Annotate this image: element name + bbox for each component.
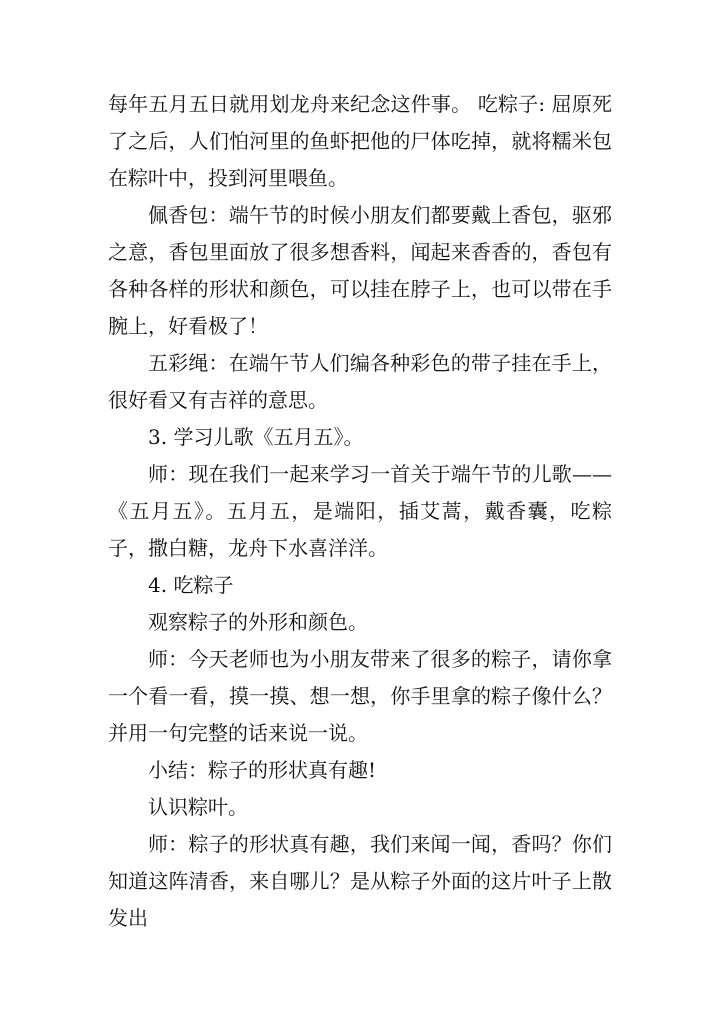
document-body [108,86,612,937]
paragraph-dragon-boat-zongzi: 每年五月五日就用划龙舟来纪念这件事。 吃粽子: 屈原死了之后，人们怕河里的鱼虾把他的尸体吃掉，就将糯米包在粽叶中，投到河里喂鱼。 [108,92,612,190]
paragraph-five-color-rope: 五彩绳：在端午节人们编各种彩色的带子挂在手上，很好看又有吉祥的意思。 [108,351,612,412]
paragraph-observe-zongzi: 观察粽子的外形和颜色。 [148,610,368,634]
paragraph-zongzi-leaf: 认识粽叶。 [148,795,248,819]
paragraph-teacher-zongzi: 师：今天老师也为小朋友带来了很多的粽子，请你拿一个看一看，摸一摸、想一想，你手里拿的粽子像什么？并用一句完整的话来说一说。 [108,647,612,745]
paragraph-section-3-heading: 3. 学习儿歌《五月五》。 [148,425,364,449]
paragraph-nursery-rhyme: 师：现在我们一起来学习一首关于端午节的儿歌——《五月五》。五月五，是端阳，插艾蒿，戴香囊，吃粽子，撒白糖，龙舟下水喜洋洋。 [108,462,612,560]
paragraph-section-4-heading: 4. 吃粽子 [148,573,234,597]
paragraph-teacher-smell: 师：粽子的形状真有趣，我们来闻一闻，香吗？你们知道这阵清香，来自哪儿？是从粽子外面的这片叶子上散发出 [108,832,612,930]
paragraph-summary: 小结：粽子的形状真有趣! [148,758,377,782]
paragraph-sachet: 佩香包：端午节的时候小朋友们都要戴上香包，驱邪之意，香包里面放了很多想香料，闻起来香香的，香包有各种各样的形状和颜色，可以挂在脖子上，也可以带在手腕上，好看极了！ [108,203,612,338]
